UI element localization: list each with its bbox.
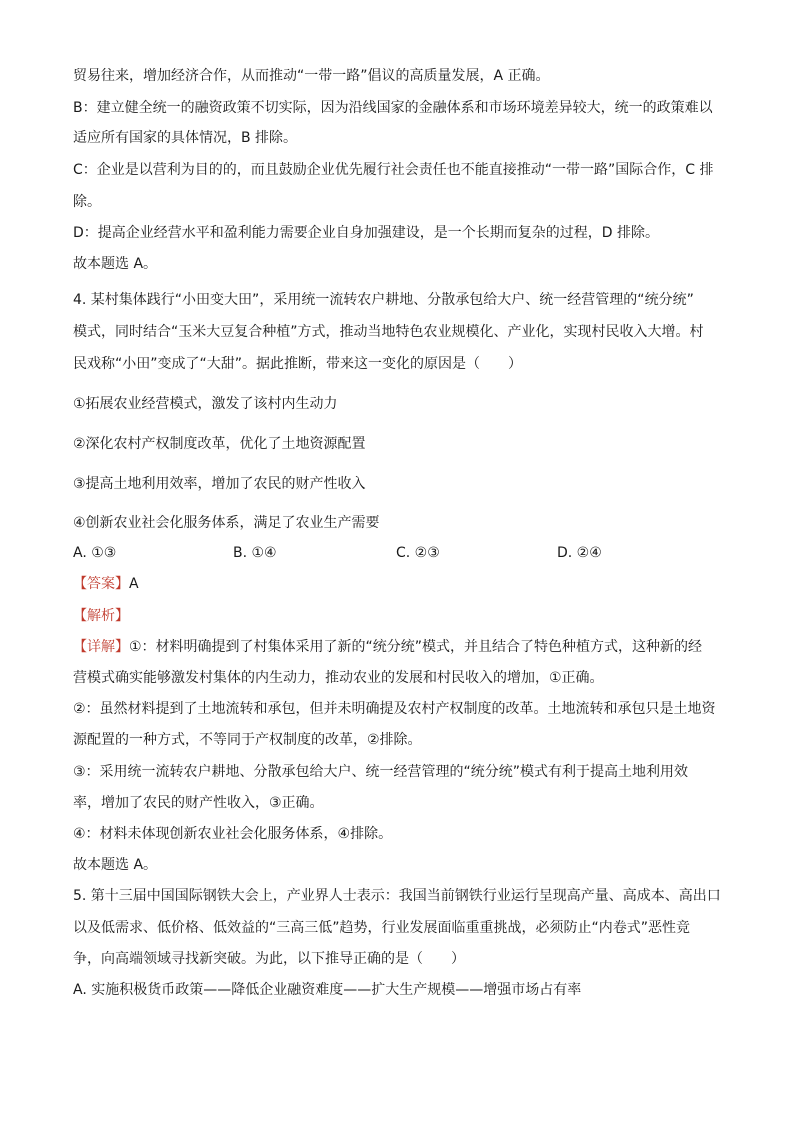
option-a: A. ①③ [73, 545, 117, 561]
text-line: 适应所有国家的具体情况，B 排除。 [73, 130, 298, 146]
option-b: B. ①④ [233, 545, 277, 561]
detail-line: 率，增加了农民的财产性收入，③正确。 [73, 795, 324, 811]
text-line: C：企业是以营利为目的的，而且鼓励企业优先履行社会责任也不能直接推动“一带一路”国际合作，C 排 [73, 162, 714, 178]
detail-text: ①：材料明确提到了村集体采用了新的“统分统”模式，并且结合了特色种植方式，这种新的经 [129, 639, 703, 655]
question-stem: 争，向高端领域寻找新突破。为此，以下推导正确的是（ ） [73, 951, 465, 967]
statement-item: ②深化农村产权制度改革，优化了土地资源配置 [73, 436, 366, 452]
statement-item: ①拓展农业经营模式，激发了该村内生动力 [73, 396, 338, 412]
analysis-label [73, 606, 129, 626]
option-a: A. 实施积极货币政策——降低企业融资难度——扩大生产规模——增强市场占有率 [73, 982, 582, 998]
detail-line: 故本题选 A。 [73, 857, 158, 873]
question-stem: 4. 某村集体践行“小田变大田”，采用统一流转农户耕地、分散承包给大户、统一经营管理的“统分统” [73, 292, 694, 308]
question-stem: 民戏称“小田”变成了“大甜”。据此推断，带来这一变化的原因是（ ） [73, 356, 523, 372]
text-line: 故本题选 A。 [73, 256, 158, 272]
statement-item: ③提高土地利用效率，增加了农民的财产性收入 [73, 476, 366, 492]
option-d: D. ②④ [557, 545, 602, 561]
text-line: 贸易往来，增加经济合作，从而推动“一带一路”倡议的高质量发展，A 正确。 [73, 68, 550, 84]
analysis-label-text: 【解析】 [73, 608, 129, 624]
question-stem: 5. 第十三届中国国际钢铁大会上，产业界人士表示：我国当前钢铁行业运行呈现高产量、高成本、高出口 [73, 888, 721, 904]
answer-row [73, 574, 139, 594]
detail-label: 【详解】 [73, 639, 129, 655]
detail-row [73, 637, 702, 657]
detail-line: ④：材料未体现创新农业社会化服务体系，④排除。 [73, 826, 393, 842]
detail-line: 源配置的一种方式，不等同于产权制度的改革，②排除。 [73, 732, 422, 748]
detail-line: 营模式确实能够激发村集体的内生动力，推动农业的发展和村民收入的增加，①正确。 [73, 670, 604, 686]
text-line: B：建立健全统一的融资政策不切实际，因为沿线国家的金融体系和市场环境差异较大，统一的政策难以 [73, 100, 713, 116]
text-line: D：提高企业经营水平和盈利能力需要企业自身加强建设，是一个长期而复杂的过程，D 排除。 [73, 225, 660, 241]
question-stem: 模式，同时结合“玉米大豆复合种植”方式，推动当地特色农业规模化、产业化，实现村民收入大增。村 [73, 324, 704, 340]
question-stem: 以及低需求、低价格、低效益的“三高三低”趋势，行业发展面临重重挑战，必须防止“内卷式”恶性竞 [73, 920, 691, 936]
answer-value: A [129, 576, 139, 592]
option-c: C. ②③ [396, 545, 440, 561]
detail-line: ②：虽然材料提到了土地流转和承包，但并未明确提及农村产权制度的改革。土地流转和承包只是土地资 [73, 701, 716, 717]
detail-line: ③：采用统一流转农户耕地、分散承包给大户、统一经营管理的“统分统”模式有利于提高土地利用效 [73, 764, 689, 780]
text-line: 除。 [73, 194, 101, 210]
answer-label: 【答案】 [73, 576, 129, 592]
statement-item: ④创新农业社会化服务体系，满足了农业生产需要 [73, 515, 380, 531]
